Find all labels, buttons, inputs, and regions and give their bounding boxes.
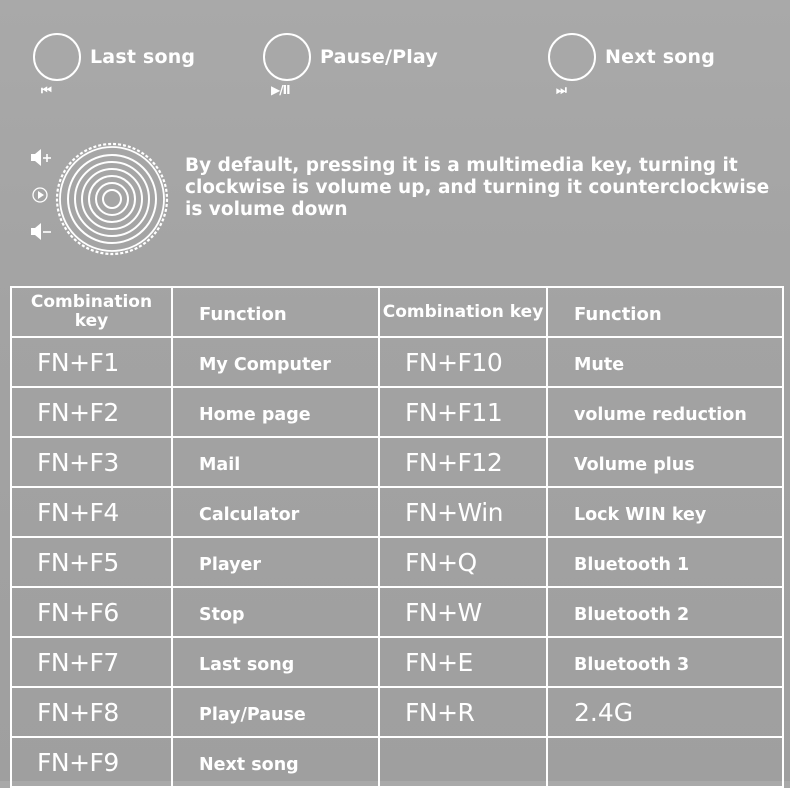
last-song-label: Last song [90,46,196,68]
table-row [11,687,783,737]
last-song-circle [33,33,81,81]
function-cell: Bluetooth 2 [547,587,783,637]
table-row [11,587,783,637]
key-cell: FN+F6 [11,587,172,637]
key-cell: FN+F11 [379,387,547,437]
key-cell: FN+F2 [11,387,172,437]
key-cell: FN+F5 [11,537,172,587]
key-function-table [10,286,784,788]
table-row [11,487,783,537]
header-function-2: Function [547,287,783,337]
function-cell: My Computer [172,337,379,387]
volume-up-icon [31,149,51,166]
key-cell: FN+F4 [11,487,172,537]
function-cell: Last song [172,637,379,687]
function-cell: Mute [547,337,783,387]
key-cell [379,737,547,787]
key-cell: FN+F1 [11,337,172,387]
function-cell: Home page [172,387,379,437]
function-cell: Calculator [172,487,379,537]
function-cell: Volume plus [547,437,783,487]
key-cell: FN+F12 [379,437,547,487]
table-row [11,387,783,437]
table-row [11,337,783,387]
key-cell: FN+E [379,637,547,687]
knob-description: By default, pressing it is a multimedia key, turning it clockwise is volume up, and turning it counterclockwise is volume down [185,155,770,220]
key-cell: FN+F10 [379,337,547,387]
function-cell: Mail [172,437,379,487]
pause-play-circle [263,33,311,81]
header-combination-key-1: Combination key [11,287,172,337]
function-cell [547,737,783,787]
pause-play-label: Pause/Play [320,46,438,68]
function-cell: Lock WIN key [547,487,783,537]
function-cell: Play/Pause [172,687,379,737]
header-function-1: Function [172,287,379,337]
function-cell: Next song [172,737,379,787]
function-cell: volume reduction [547,387,783,437]
key-cell: FN+R [379,687,547,737]
volume-knob-area [28,142,178,260]
knob-icon [57,144,167,254]
key-cell: FN+W [379,587,547,637]
function-cell: Stop [172,587,379,637]
table-row [11,737,783,787]
key-cell: FN+F7 [11,637,172,687]
skip-forward-icon: ⏭ [556,83,566,97]
key-cell: FN+F8 [11,687,172,737]
skip-back-icon: ⏮ [41,83,51,97]
play-pause-icon: ▶/II [271,83,290,97]
table-row [11,537,783,587]
function-cell: Bluetooth 3 [547,637,783,687]
key-cell: FN+Q [379,537,547,587]
table-header-row [11,287,783,337]
play-icon [33,188,47,202]
function-cell: 2.4G [547,687,783,737]
next-song-label: Next song [605,46,716,68]
function-cell: Bluetooth 1 [547,537,783,587]
key-cell: FN+F3 [11,437,172,487]
table-row [11,637,783,687]
key-cell: FN+F9 [11,737,172,787]
table-row [11,437,783,487]
next-song-circle [548,33,596,81]
volume-down-icon [31,223,51,240]
header-combination-key-2: Combination key [379,287,547,337]
function-cell: Player [172,537,379,587]
key-cell: FN+Win [379,487,547,537]
